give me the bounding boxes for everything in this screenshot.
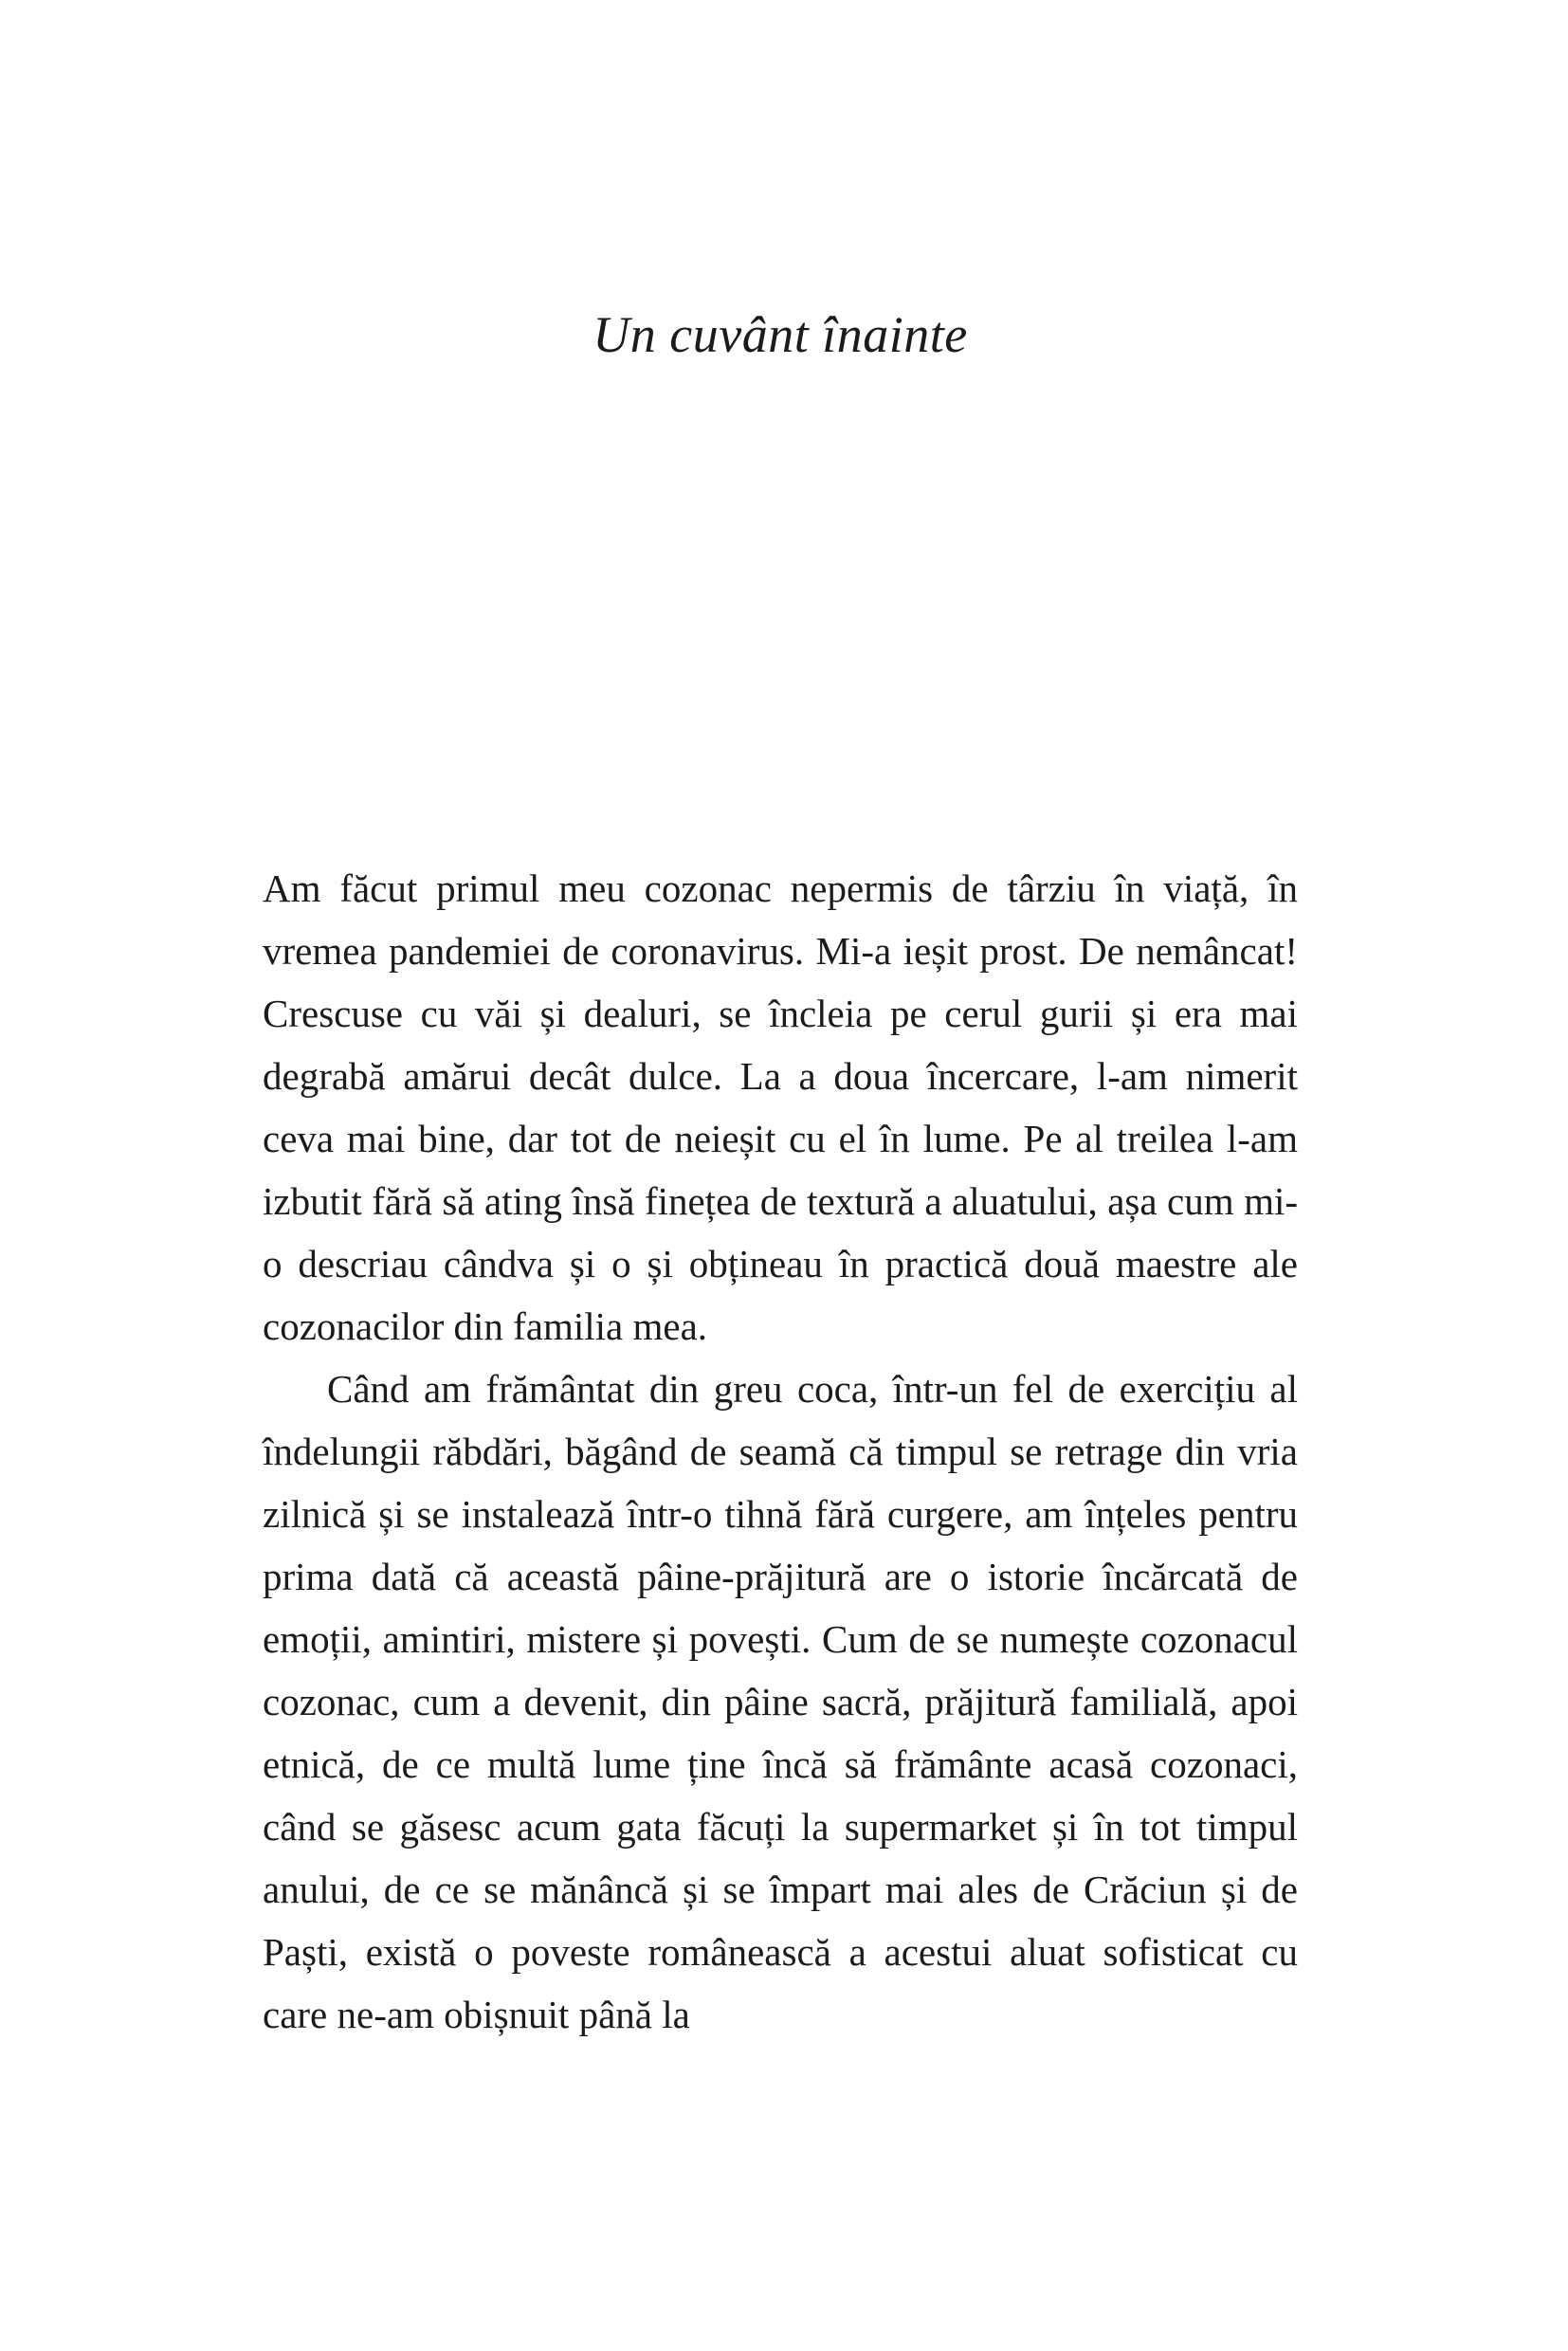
body-text [263,857,1298,2046]
text-block [263,305,1298,2046]
paragraph-2: Când am frământat din greu coca, într-un fel de exercițiu al îndelungii răbdări, băgând de seamă că timpul se retrage din vria zilnică și se instalează într-o tihnă fără curgere, am înțeles pentru prima dată că această pâine-prăjitură are o istorie încărcată de emoții, amintiri, mistere și povești. Cum de se numește cozonacul cozonac, cum a devenit, din pâine sacră, prăjitură familială, apoi etnică, de ce multă lume ține încă să frământe acasă cozonaci, când se găsesc acum gata făcuți la supermarket și în tot timpul anului, de ce se mănâncă și se împart mai ales de Crăciun și de Paști, există o poveste românească a acestui aluat sofisticat cu care ne-am obișnuit până la [263,1367,1298,2036]
chapter-title: Un cuvânt înainte [593,306,968,363]
paragraph-1: Am făcut primul meu cozonac nepermis de târziu în viață, în vremea pandemiei de coronavirus. Mi-a ieșit prost. De nemâncat! Crescuse cu văi și dealuri, se încleia pe cerul gurii și era mai degrabă amărui decât dulce. La a doua încercare, l-am nimerit ceva mai bine, dar tot de neieșit cu el în lume. Pe al treilea l-am izbutit fără să ating însă finețea de textură a aluatului, așa cum mi-o descriau cândva și o și obțineau în practică două maestre ale cozonacilor din familia mea. [263,866,1298,1348]
